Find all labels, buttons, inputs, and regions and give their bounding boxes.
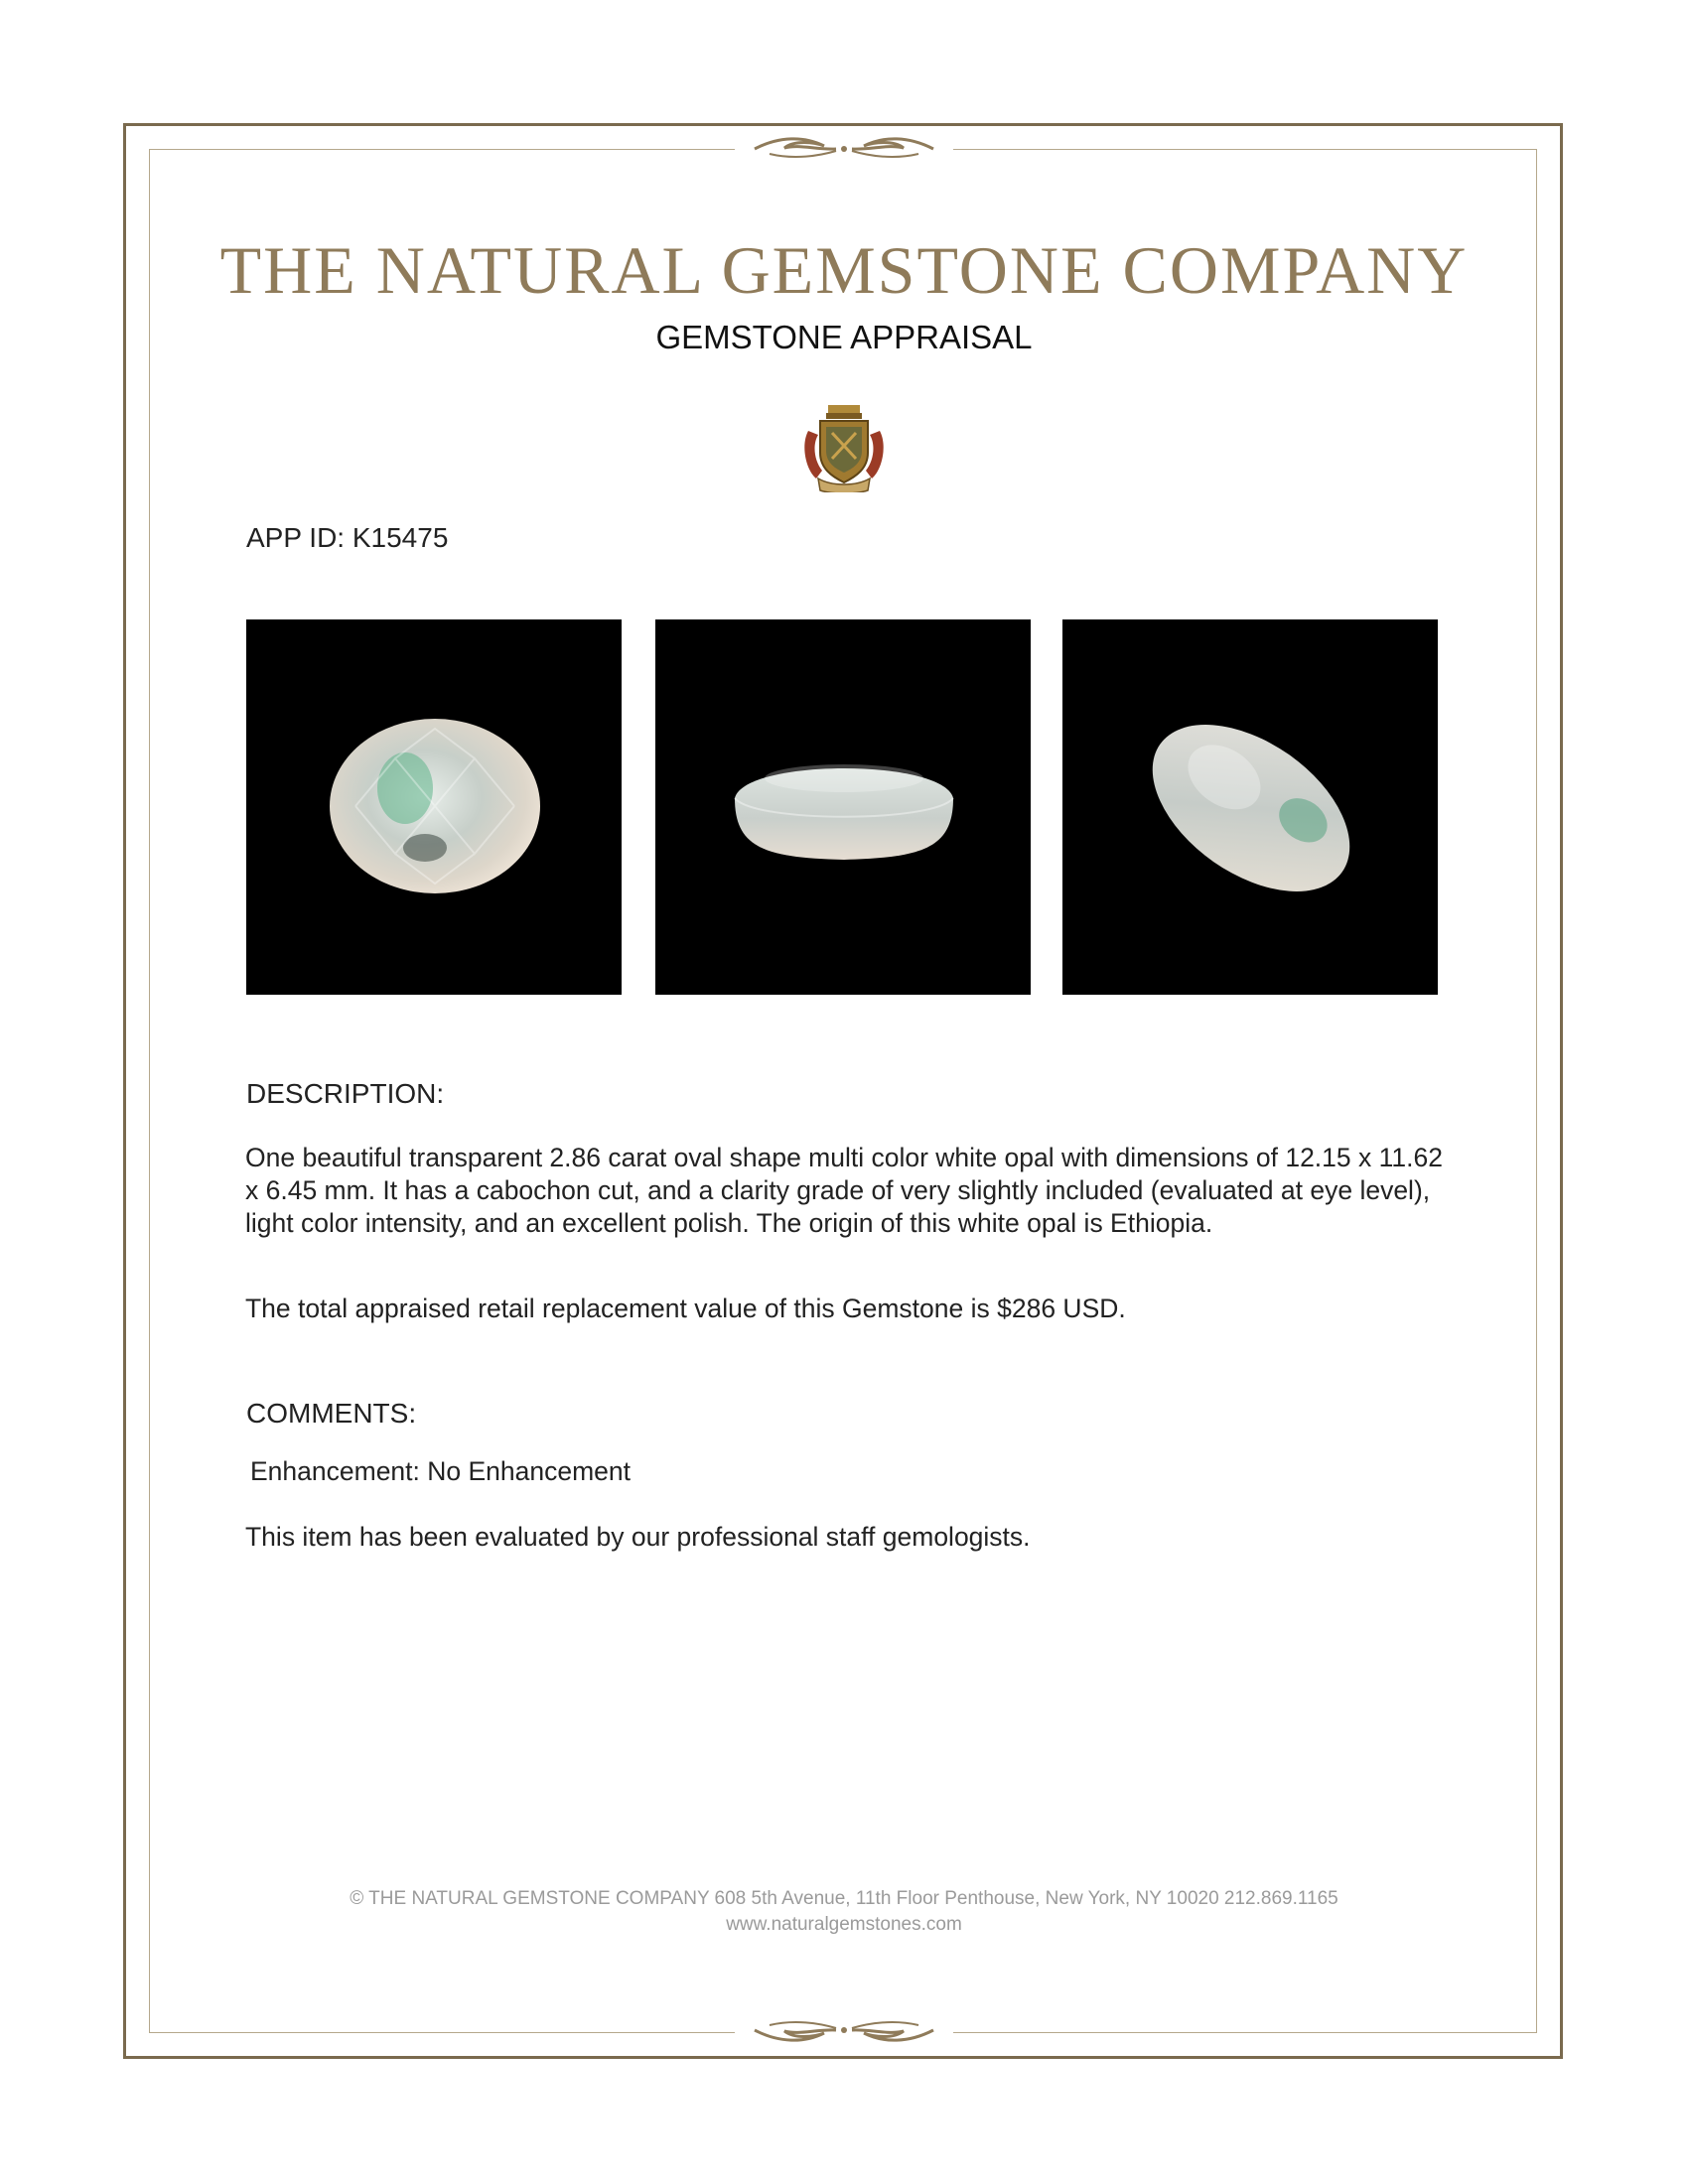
opal-angle-view (1062, 619, 1438, 995)
company-crest-logo-icon (802, 401, 886, 492)
company-name: THE NATURAL GEMSTONE COMPANY (219, 232, 1469, 308)
description-heading: DESCRIPTION: (246, 1078, 445, 1109)
enhancement-note: Enhancement: No Enhancement (250, 1456, 632, 1486)
footer-address: © THE NATURAL GEMSTONE COMPANY 608 5th Avenue, 11th Floor Penthouse, New York, NY 10020 212.869.1165 (350, 1888, 1338, 1909)
evaluation-note: This item has been evaluated by our professional staff gemologists. (245, 1522, 1031, 1552)
app-id: APP ID: K15475 (246, 522, 449, 553)
opal-top-view (246, 619, 622, 995)
value-statement: The total appraised retail replacement value of this Gemstone is $286 USD. (245, 1294, 1126, 1323)
description-body: One beautiful transparent 2.86 carat oval shape multi color white opal with dimensions of 12.15 x 11.62 x 6.45 mm. It has a cabochon cut, and a clarity grade of very slightly included (evaluated at eye level), light color intensity, and an excellent polish. The origin of this white opal is Ethiopia. (245, 1143, 1443, 1238)
top-ornament-icon (725, 134, 963, 164)
footer-website[interactable]: www.naturalgemstones.com (726, 1914, 962, 1935)
comments-heading: COMMENTS: (246, 1398, 417, 1429)
bottom-ornament-icon (725, 2015, 963, 2045)
opal-side-view (655, 619, 1031, 995)
document-title: GEMSTONE APPRAISAL (655, 319, 1033, 355)
